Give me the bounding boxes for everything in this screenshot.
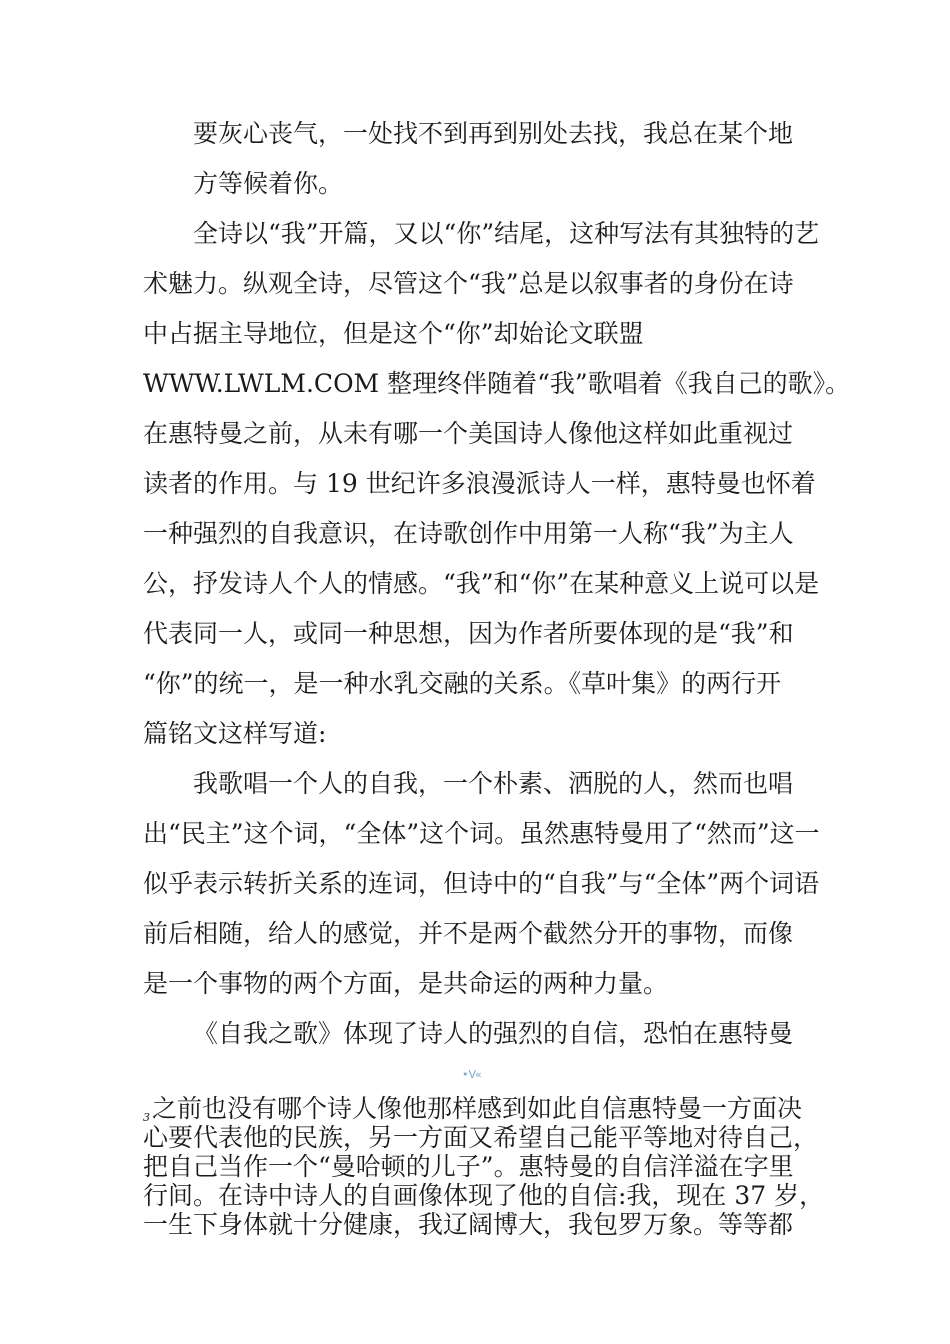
text-line: 公，抒发诗人个人的情感。“我”和“你”在某种意义上说可以是: [143, 569, 820, 598]
text-line: 在惠特曼之前，从未有哪一个美国诗人像他这样如此重视过: [143, 419, 794, 448]
text-line: WWW.LWLM.COM 整理终伴随着“我”歌唱着《我自己的歌》。: [143, 369, 851, 398]
text-line: 出“民主”这个词，“全体”这个词。虽然惠特曼用了“然而”这一: [143, 819, 820, 848]
text-line: 前后相随，给人的感觉，并不是两个截然分开的事物，而像: [143, 919, 794, 948]
continued-line: 行间。在诗中诗人的自画像体现了他的自信:我，现在 37 岁，: [143, 1181, 825, 1210]
continued-text: 之前也没有哪个诗人像他那样感到如此自信惠特曼一方面决: [152, 1094, 803, 1123]
text-line: 《自我之歌》体现了诗人的强烈的自信，恐怕在惠特曼: [193, 1019, 794, 1048]
continued-line: 把自己当作一个“曼哈顿的儿子”。惠特曼的自信洋溢在字里: [143, 1152, 794, 1181]
text-line: 要灰心丧气，一处找不到再到别处去找，我总在某个地: [193, 119, 794, 148]
text-line: 代表同一人，或同一种思想，因为作者所要体现的是“我”和: [143, 619, 794, 648]
text-line: 似乎表示转折关系的连词，但诗中的“自我”与“全体”两个词语: [143, 869, 820, 898]
text-line: 一种强烈的自我意识，在诗歌创作中用第一人称“我”为主人: [143, 519, 794, 548]
text-line: 全诗以“我”开篇，又以“你”结尾，这种写法有其独特的艺: [193, 219, 820, 248]
text-line: 读者的作用。与 19 世纪许多浪漫派诗人一样，惠特曼也怀着: [143, 469, 816, 498]
text-line: 我歌唱一个人的自我，一个朴素、洒脱的人，然而也唱: [193, 769, 794, 798]
page-mark: •V«: [462, 1068, 482, 1081]
text-line: 中占据主导地位，但是这个“你”却始论文联盟: [143, 319, 644, 348]
text-line: 篇铭文这样写道:: [143, 719, 327, 748]
page-number: 3: [143, 1111, 150, 1124]
text-line: 术魅力。纵观全诗，尽管这个“我”总是以叙事者的身份在诗: [143, 269, 794, 298]
text-line: “你”的统一，是一种水乳交融的关系。《草叶集》的两行开: [143, 669, 782, 698]
continued-line: 心要代表他的民族，另一方面又希望自己能平等地对待自己，: [143, 1123, 819, 1152]
text-line: 方等候着你。: [193, 169, 344, 198]
continued-line: 一生下身体就十分健康，我辽阔博大，我包罗万象。等等都: [143, 1210, 794, 1239]
text-line: 是一个事物的两个方面，是共命运的两种力量。: [143, 969, 669, 998]
